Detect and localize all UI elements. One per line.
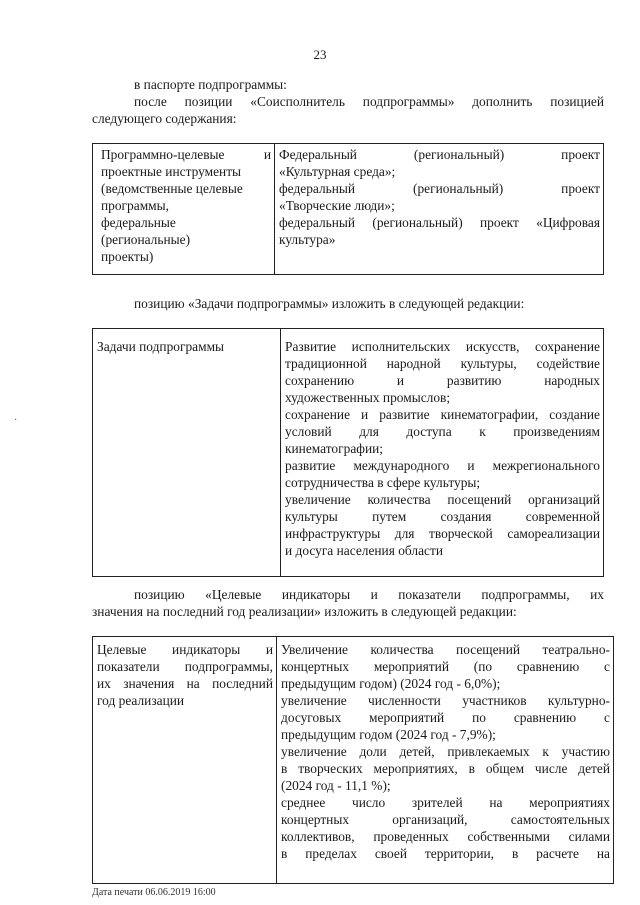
cell-line: увеличение количества посещений организаций	[285, 492, 600, 507]
cell-line: кинематографии;	[285, 441, 383, 456]
cell-line: в творческих мероприятиях, в общем числе детей	[281, 761, 610, 776]
cell-line: «Культурная среда»;	[279, 164, 396, 179]
print-date-footer: Дата печати 06.06.2019 16:00	[92, 887, 216, 898]
table-row	[93, 144, 604, 275]
passport-table-indicators	[92, 636, 614, 884]
cell-line: (региональные)	[101, 232, 191, 247]
indicators-instruction-line-2: значения на последний год реализации» изложить в следующей редакции:	[92, 604, 517, 619]
table-row	[93, 637, 614, 884]
table-cell-value	[275, 144, 604, 275]
table-cell-label: Задачи подпрограммы	[93, 329, 281, 577]
cell-line: проекты)	[101, 249, 154, 264]
cell-line: Целевые индикаторы и	[97, 642, 273, 657]
cell-line: увеличение численности участников культурно-	[281, 693, 610, 708]
page-number: 23	[313, 47, 327, 62]
cell-line: и досуга населения области	[285, 543, 443, 558]
cell-line: предыдущим годом) (2024 год - 6,0%);	[281, 676, 501, 691]
cell-line: федеральные	[101, 215, 176, 230]
cell-line: инфраструктуры для творческой самореализации	[285, 526, 600, 541]
indicators-instruction-line-1: позицию «Целевые индикаторы и показатели подпрограммы, их	[134, 587, 604, 602]
passport-table-instruments	[92, 143, 604, 275]
cell-line: развитие международного и межрегионального	[285, 458, 600, 473]
cell-line: среднее число зрителей на мероприятиях	[281, 795, 610, 810]
cell-line: Программно-целевые и	[101, 147, 271, 162]
intro-line-1: в паспорте подпрограммы:	[134, 77, 287, 92]
intro-line-2b: следующего содержания:	[92, 111, 237, 126]
tasks-instruction: позицию «Задачи подпрограммы» изложить в следующей редакции:	[134, 296, 525, 311]
cell-line: Увеличение количества посещений театрально-	[281, 642, 610, 657]
cell-line: досуговых мероприятий по сравнению с	[281, 710, 610, 725]
cell-line: традиционной народной культуры, содействие	[285, 356, 600, 371]
cell-line: (ведомственные целевые	[101, 181, 243, 196]
cell-line: показатели подпрограммы,	[97, 659, 273, 674]
cell-line: сохранению и развитию народных	[285, 373, 600, 388]
cell-line: увеличение доли детей, привлекаемых к участию	[281, 744, 610, 759]
cell-line: художественных промыслов;	[285, 390, 451, 405]
cell-line: Развитие исполнительских искусств, сохранение	[285, 339, 600, 354]
cell-line: культуры путем создания современной	[285, 509, 600, 524]
intro-line-2a: после позиции «Соисполнитель подпрограммы» дополнить позицией	[134, 94, 604, 109]
cell-line: их значения на последний	[97, 676, 273, 691]
cell-line: федеральный (региональный) проект	[279, 181, 600, 196]
table-cell-value	[281, 329, 604, 577]
cell-line: условий для доступа к произведениям	[285, 424, 600, 439]
cell-line: программы,	[101, 198, 169, 213]
cell-line: сотрудничества в сфере культуры;	[285, 475, 481, 490]
cell-line: сохранение и развитие кинематографии, создание	[285, 407, 600, 422]
margin-mark: ·	[14, 415, 18, 426]
cell-line: Федеральный (региональный) проект	[279, 147, 600, 162]
cell-line: (2024 год - 11,1 %);	[281, 778, 391, 793]
cell-line: концертных организаций, самостоятельных	[281, 812, 610, 827]
passport-table-tasks	[92, 328, 604, 577]
cell-line: концертных мероприятий (по сравнению с	[281, 659, 610, 674]
cell-line: культура»	[279, 232, 336, 247]
cell-line: год реализации	[97, 693, 185, 708]
table-cell-label	[93, 637, 277, 884]
cell-line: «Творческие люди»;	[279, 198, 395, 213]
cell-line: федеральный (региональный) проект «Цифровая	[279, 215, 600, 230]
cell-line: коллективов, проведенных собственными силами	[281, 829, 610, 844]
table-cell-label	[93, 144, 275, 275]
table-row	[93, 329, 604, 577]
cell-line: проектные инструменты	[101, 164, 242, 179]
cell-line: в пределах своей территории, в расчете на	[281, 846, 610, 861]
cell-line: предыдущим годом (2024 год - 7,9%);	[281, 727, 496, 742]
table-cell-value	[277, 637, 614, 884]
